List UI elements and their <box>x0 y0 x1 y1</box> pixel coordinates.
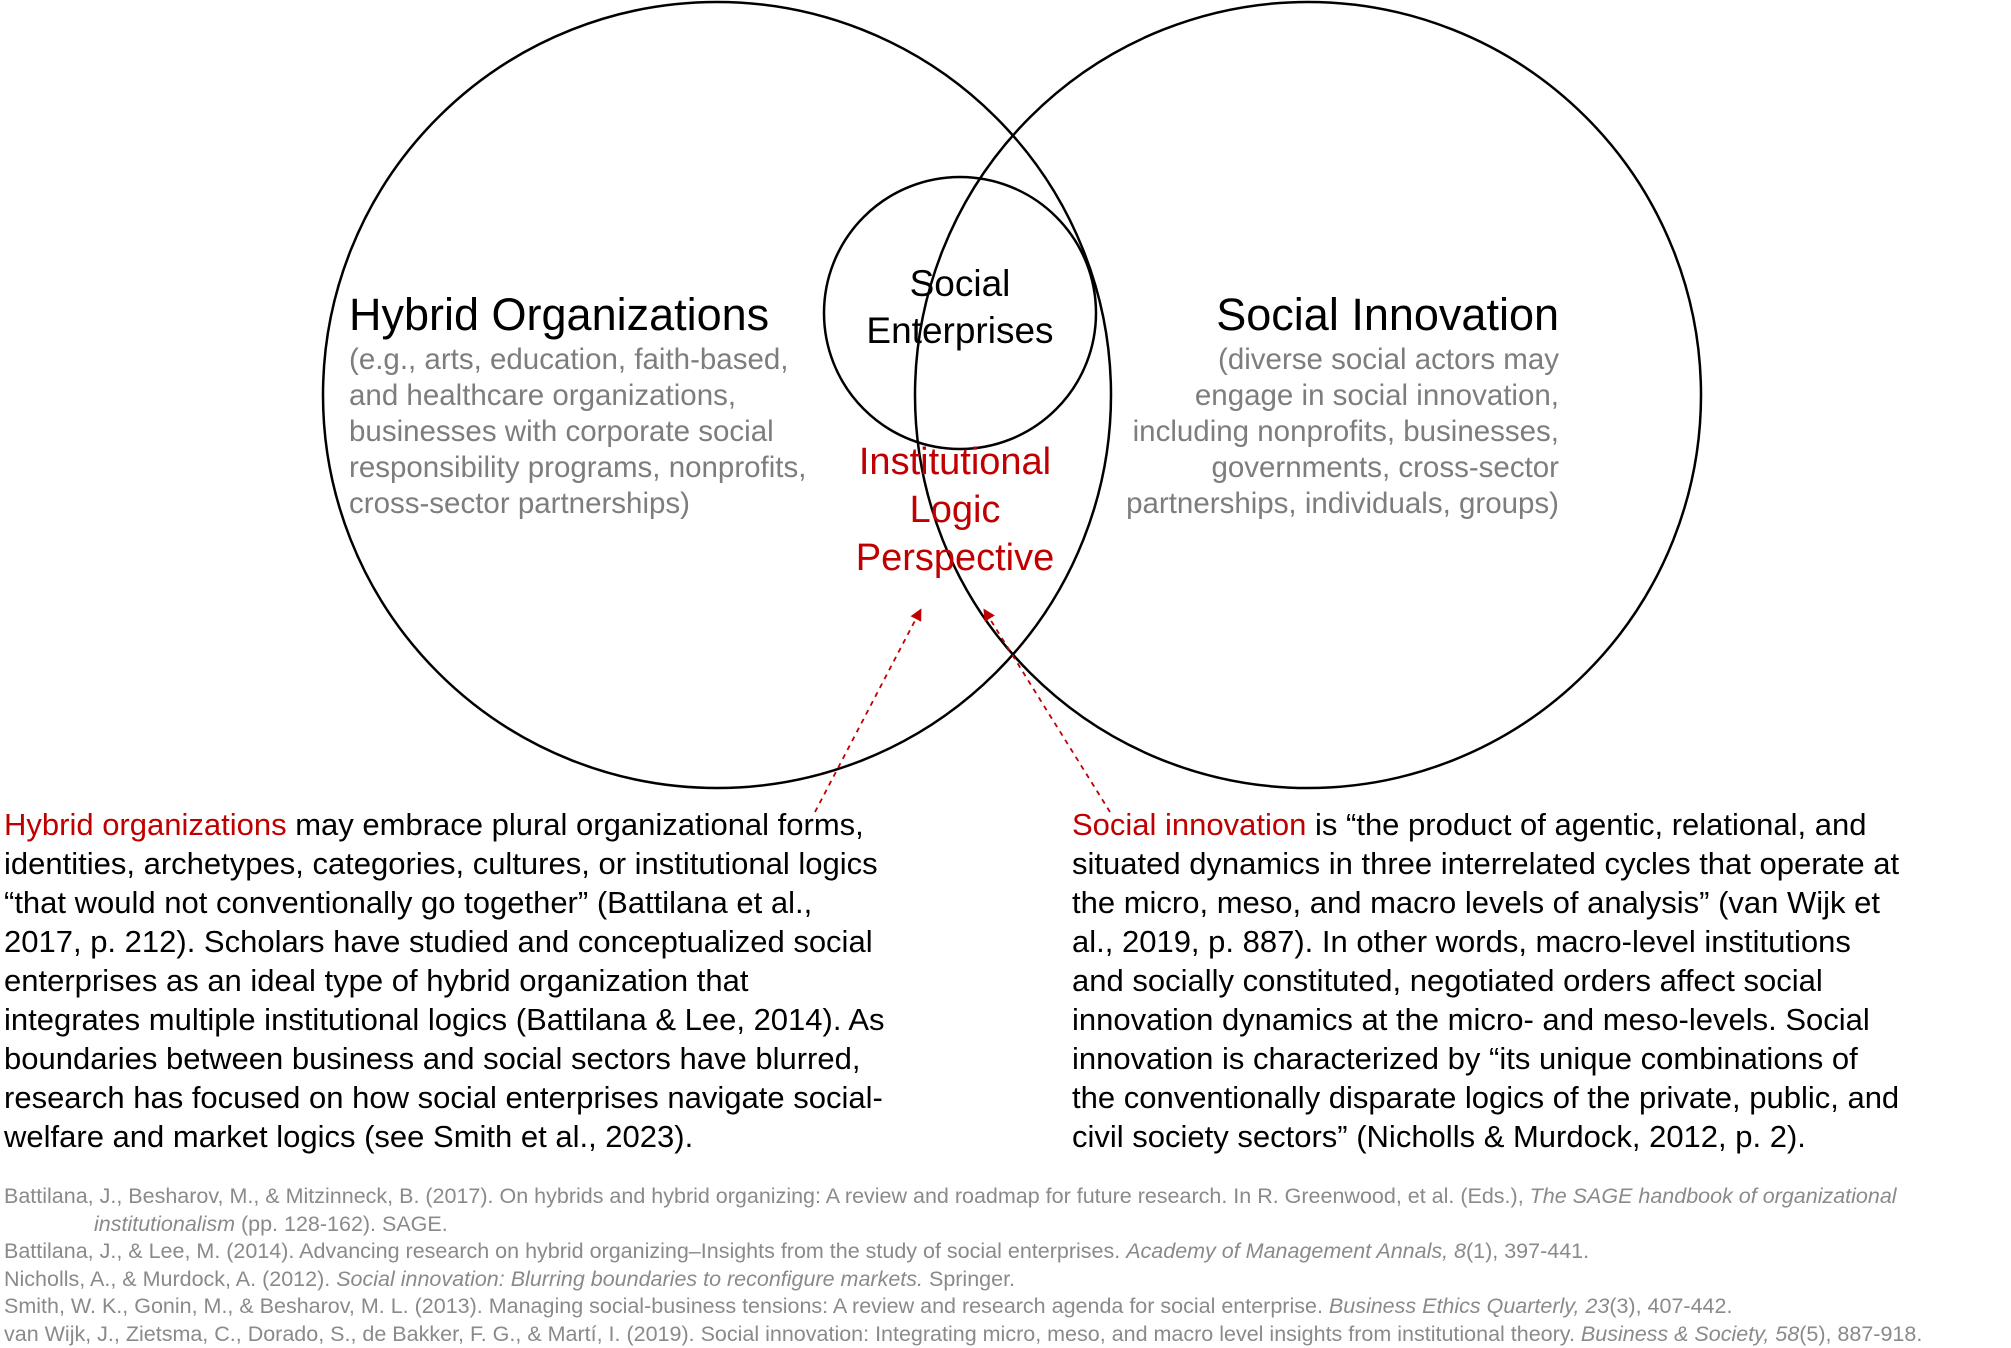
paragraph-text: 2017, p. 212). Scholars have studied and conceptualized social <box>4 924 873 959</box>
description-line: governments, cross-sector <box>1211 451 1559 484</box>
description-line: (diverse social actors may <box>1218 343 1559 376</box>
reference-text: (pp. 128-162). SAGE. <box>235 1211 448 1236</box>
reference-item <box>4 1266 1922 1294</box>
reference-italic: Social innovation: Blurring boundaries to reconfigure markets. <box>336 1266 923 1291</box>
paragraph-line <box>4 1039 885 1078</box>
right-arrow-line <box>985 611 1110 812</box>
social-enterprises-label <box>840 260 1080 354</box>
label-line: Institutional <box>858 441 1052 483</box>
description-line: and healthcare organizations, <box>349 379 737 412</box>
hybrid-organizations-title: Hybrid Organizations <box>349 289 770 340</box>
paragraph-text: situated dynamics in three interrelated cycles that operate at <box>1072 846 1900 881</box>
paragraph-line <box>4 1078 885 1117</box>
description-line: including nonprofits, businesses, <box>1132 415 1559 448</box>
paragraph-text: integrates multiple institutional logics (Battilana & Lee, 2014). As <box>4 1002 885 1037</box>
reference-text: (5), 887-918. <box>1799 1321 1923 1346</box>
paragraph-line <box>1072 1078 1899 1117</box>
paragraph-text: and socially constituted, negotiated orders affect social <box>1072 963 1823 998</box>
paragraph-text: civil society sectors” (Nicholls & Murdock, 2012, p. 2). <box>1072 1119 1806 1154</box>
paragraph-text: innovation dynamics at the micro- and meso-levels. Social <box>1072 1002 1870 1037</box>
reference-item <box>4 1183 1922 1211</box>
description-line: responsibility programs, nonprofits, <box>349 451 807 484</box>
social-innovation-title: Social Innovation <box>1216 289 1559 340</box>
reference-text: Smith, W. K., Gonin, M., & Besharov, M. L. (2013). Managing social-business tensions: A review and research agenda for social enterprise. <box>4 1294 1329 1318</box>
paragraph-line <box>1072 1000 1899 1039</box>
paragraph-highlight: Hybrid organizations <box>4 807 287 842</box>
paragraph-text: the conventionally disparate logics of the private, public, and <box>1072 1080 1900 1115</box>
paragraph-text: boundaries between business and social sectors have blurred, <box>4 1041 861 1076</box>
paragraph-text: al., 2019, p. 887). In other words, macro-level institutions <box>1072 924 1851 959</box>
hybrid-organizations-description <box>349 342 806 522</box>
paragraph-line <box>4 805 885 844</box>
paragraph-text: enterprises as an ideal type of hybrid organization that <box>4 963 749 998</box>
label-line: Enterprises <box>866 310 1054 351</box>
paragraph-line <box>4 883 885 922</box>
paragraph-line <box>1072 844 1899 883</box>
reference-text: Battilana, J., Besharov, M., & Mitzinneck, B. (2017). On hybrids and hybrid organizing: A review and roadmap for future research. In R. Greenwood, et al. (Eds.), <box>4 1184 1530 1208</box>
paragraph-highlight: Social innovation <box>1072 807 1307 842</box>
reference-continuation <box>4 1211 1922 1239</box>
paragraph-line <box>4 844 885 883</box>
paragraph-text: is “the product of agentic, relational, and <box>1306 807 1867 842</box>
paragraph-text: welfare and market logics (see Smith et al., 2023). <box>4 1119 694 1154</box>
description-line: engage in social innovation, <box>1194 379 1559 412</box>
paragraph-line <box>1072 922 1899 961</box>
paragraph-line <box>1072 961 1899 1000</box>
reference-italic: Business Ethics Quarterly, 23 <box>1328 1294 1610 1318</box>
paragraph-text: innovation is characterized by “its unique combinations of <box>1072 1041 1858 1076</box>
paragraph-line <box>1072 1039 1899 1078</box>
label-line: Logic <box>909 489 1001 531</box>
paragraph-text: the micro, meso, and macro levels of analysis” (van Wijk et <box>1072 885 1880 920</box>
reference-item <box>4 1321 1922 1348</box>
reference-italic: The SAGE handbook of organizational <box>1529 1184 1897 1208</box>
paragraph-line <box>4 1000 885 1039</box>
references-list <box>4 1183 1922 1348</box>
paragraph-text: may embrace plural organizational forms, <box>286 807 864 842</box>
description-line: partnerships, individuals, groups) <box>1126 487 1559 520</box>
reference-text: Battilana, J., & Lee, M. (2014). Advancing research on hybrid organizing–Insights from the study of social enterprises. <box>4 1239 1127 1263</box>
reference-text: (3), 407-442. <box>1609 1294 1733 1318</box>
reference-text: Springer. <box>923 1266 1016 1291</box>
reference-text: (1), 397-441. <box>1466 1239 1590 1263</box>
description-line: businesses with corporate social <box>349 415 774 448</box>
social-innovation-description <box>1126 342 1559 522</box>
reference-italic: institutionalism <box>94 1211 235 1236</box>
label-line: Perspective <box>855 537 1055 579</box>
paragraph-line <box>4 961 885 1000</box>
paragraph-line <box>1072 883 1899 922</box>
label-line: Social <box>909 263 1011 304</box>
institutional-logic-perspective-label <box>820 438 1090 582</box>
paragraph-text: research has focused on how social enterprises navigate social- <box>4 1080 883 1115</box>
paragraph-text: identities, archetypes, categories, cultures, or institutional logics <box>4 846 878 881</box>
paragraph-line <box>1072 1117 1899 1156</box>
description-line: (e.g., arts, education, faith-based, <box>349 343 789 376</box>
paragraph-line <box>4 1117 885 1156</box>
paragraph-line <box>1072 805 1899 844</box>
reference-italic: Academy of Management Annals, 8 <box>1126 1239 1466 1263</box>
left-arrow-line <box>815 611 920 812</box>
reference-item <box>4 1238 1922 1266</box>
reference-text: van Wijk, J., Zietsma, C., Dorado, S., de Bakker, F. G., & Martí, I. (2019). Social innovation: Integrating micro, meso, and macro level insights from institutional theory. <box>4 1321 1581 1346</box>
reference-text: Nicholls, A., & Murdock, A. (2012). <box>4 1266 337 1291</box>
description-line: cross-sector partnerships) <box>349 487 690 520</box>
reference-item <box>4 1293 1922 1321</box>
reference-italic: Business & Society, 58 <box>1580 1321 1800 1346</box>
paragraph-text: “that would not conventionally go together” (Battilana et al., <box>4 885 813 920</box>
hybrid-organizations-paragraph <box>4 805 885 1156</box>
paragraph-line <box>4 922 885 961</box>
social-innovation-paragraph <box>1072 805 1899 1156</box>
